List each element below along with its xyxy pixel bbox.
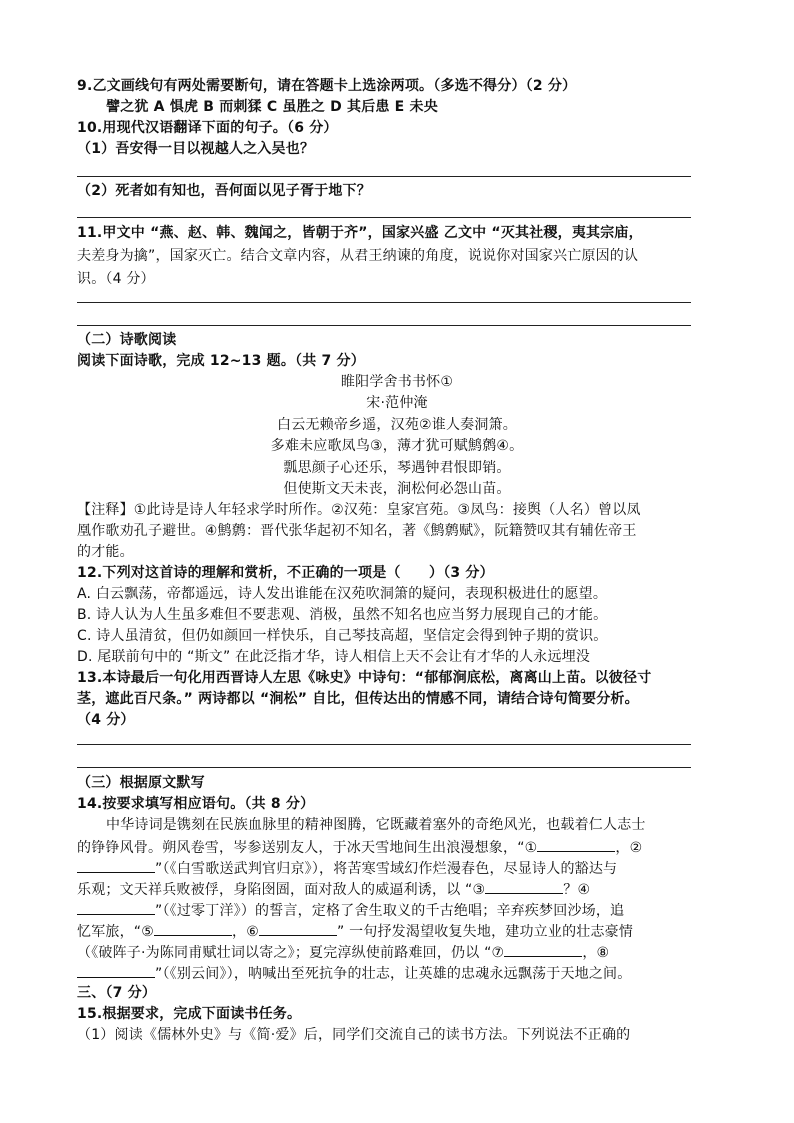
q14-text: ？④ xyxy=(563,882,591,898)
q12-option-a: A. 白云飘荡，帝都遥远，诗人发出谁能在汉苑吹洞箫的疑问，表现积极进仕的愿望。 xyxy=(77,586,608,602)
q15-stem: 15.根据要求，完成下面读书任务。 xyxy=(77,1006,302,1022)
q14-text: ”（《白雪歌送武判官归京》），将苦寒雪域幻作烂漫春色，尽显诗人的豁达与 xyxy=(155,861,618,877)
q14-para-line xyxy=(77,963,631,983)
q12-option-c: C. 诗人虽清贫，但仍如颜回一样快乐，自己琴技高超，坚信定会得到钟子期的赏识。 xyxy=(77,628,608,644)
q11-line2: 夫差身为擒”，国家灭亡。结合文章内容，从君王纳谏的角度，说说你对国家兴亡原因的认 xyxy=(77,248,639,264)
note-line3: 的才能。 xyxy=(77,544,134,560)
q14-text: ”（《过零丁洋》）的誓言，定格了舍生取义的千古绝唱；辛弃疾梦回沙场，追 xyxy=(155,903,625,919)
fill-blank-1 xyxy=(537,837,615,852)
q9-options: 譬之犹 A 惧虎 B 而刺猱 C 虽胜之 D 其后患 E 未央 xyxy=(106,99,438,115)
q11-line1 xyxy=(77,224,643,242)
note-line1: 【注释】①此诗是诗人年轻求学时所作。②汉苑：皇家宫苑。③凤鸟：接舆（人名）曾以凤 xyxy=(77,502,641,518)
answer-line xyxy=(77,302,691,303)
answer-line xyxy=(77,176,691,177)
fill-blank-8 xyxy=(77,963,155,978)
section-last-heading: 三、（7 分） xyxy=(77,985,157,1001)
poem-line: 多难未应歌凤鸟③，薄才犹可赋鹪鹩④。 xyxy=(270,438,524,454)
section2-intro: 阅读下面诗歌，完成 12~13 题。（共 7 分） xyxy=(77,353,365,369)
q13-line1: 13.本诗最后一句化用西晋诗人左思《咏史》中诗句：“郁郁涧底松，离离山上苗。以彼径寸 xyxy=(77,670,652,686)
answer-line xyxy=(77,217,691,218)
fill-blank-3 xyxy=(485,879,563,894)
q12-option-d: D. 尾联前句中的 “斯文” 在此泛指才华，诗人相信上天不会让有才华的人永远埋没 xyxy=(77,649,591,665)
poem-line: 瓢思颜子心还乐，琴遇钟君恨即销。 xyxy=(283,460,511,476)
poem-line: 白云无赖帝乡遥，汉苑②谁人奏洞箫。 xyxy=(277,417,517,433)
fill-blank-5 xyxy=(154,921,232,936)
q9-stem: 9.乙文画线句有两处需要断句，请在答题卡上选涂两项。（多选不得分）（2 分） xyxy=(77,78,577,94)
q12-stem: 12.下列对这首诗的理解和赏析，不正确的一项是（ ）（3 分） xyxy=(77,565,494,581)
q10-stem: 10.用现代汉语翻译下面的句子。（6 分） xyxy=(77,120,338,136)
q14-text: ，⑥ xyxy=(232,924,259,940)
q10-item2: （2）死者如有知也，吾何面以见子胥于地下？ xyxy=(77,183,371,199)
fill-blank-7 xyxy=(504,942,582,957)
q15-item1: （1）阅读《儒林外史》与《简·爱》后，同学们交流自己的读书方法。下列说法不正确的 xyxy=(77,1027,631,1043)
note-line2: 凰作歌劝孔子避世。④鹪鹩：晋代张华起初不知名，著《鹪鹩赋》，阮籍赞叹其有辅佐帝王 xyxy=(77,523,637,539)
fill-blank-4 xyxy=(77,900,155,915)
q14-text: ”（《别云间》），呐喊出至死抗争的壮志，让英雄的忠魂永远飘荡于天地之间。 xyxy=(155,966,632,982)
q14-para-line: 中华诗词是镌刻在民族血脉里的精神图腾，它既藏着塞外的奇绝风光，也载着仁人志士 xyxy=(106,817,646,833)
q13-line2: 茎，遮此百尺条。” 两诗都以 “涧松” 自比，但传达出的情感不同，请结合诗句简要分析。 xyxy=(77,691,639,707)
section3-heading: （三）根据原文默写 xyxy=(77,775,205,791)
q14-para-line xyxy=(77,858,617,878)
q14-stem: 14.按要求填写相应语句。（共 8 分） xyxy=(77,796,315,812)
fill-blank-6 xyxy=(259,921,337,936)
poem-line: 但使斯文天未丧，涧松何必怨山苗。 xyxy=(283,481,511,497)
q14-text: （《破阵子·为陈同甫赋壮词以寄之》；夏完淳纵使前路难回，仍以 “⑦ xyxy=(77,945,505,961)
q12-option-b: B. 诗人认为人生虽多难但不要悲观、消极，虽然不知名也应当努力展现自己的才能。 xyxy=(77,607,608,623)
answer-line xyxy=(77,744,691,745)
section2-heading: （二）诗歌阅读 xyxy=(77,332,177,348)
fill-blank-2 xyxy=(77,858,155,873)
q14-para-line xyxy=(77,942,609,962)
poem-author: 宋·范仲淹 xyxy=(366,395,428,411)
answer-line xyxy=(77,325,691,326)
q14-text: ，② xyxy=(615,840,643,856)
q14-text: 的铮铮风骨。朔风卷雪，岑参送别友人，于冰天雪地间生出浪漫想象，“① xyxy=(77,840,538,856)
q14-text: 乐观；文天祥兵败被俘，身陷囹圄，面对敌人的威逼利诱，以 “③ xyxy=(77,882,486,898)
q14-para-line xyxy=(77,879,590,899)
q13-line3: （4 分） xyxy=(77,712,135,728)
q14-text: ，⑧ xyxy=(582,945,610,961)
q14-para-line xyxy=(77,921,633,941)
q11-line3: 识。（4 分） xyxy=(77,271,155,287)
poem-title: 睢阳学舍书书怀① xyxy=(340,374,454,390)
q14-text: 忆军旅，“⑤ xyxy=(77,924,155,940)
q14-para-line xyxy=(77,837,642,857)
q11-text: 11.甲文中 “燕、赵、韩、魏闻之，皆朝于齐”，国家兴盛 乙文中 “灭其社稷，夷其宗庙， xyxy=(77,225,643,241)
q10-item1: （1）吾安得一目以视越人之入吴也？ xyxy=(77,141,315,157)
q14-text: ” 一句抒发渴望收复失地，建功立业的壮志豪情 xyxy=(336,924,634,940)
q14-para-line xyxy=(77,900,624,920)
answer-line xyxy=(77,767,691,768)
